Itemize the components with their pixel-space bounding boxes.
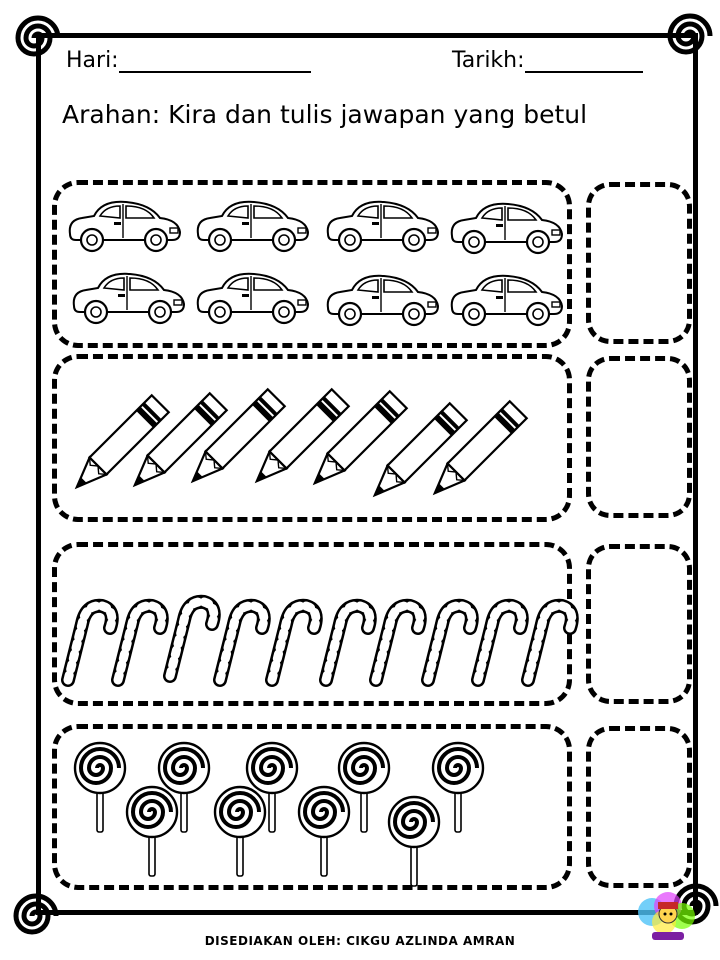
car-icon — [198, 202, 308, 251]
instruction-text: Arahan: Kira dan tulis jawapan yang betul — [62, 100, 588, 129]
day-label: Hari: — [66, 48, 119, 73]
candy-cane-icon — [68, 606, 112, 680]
candy-cane-icon — [326, 606, 370, 680]
car-icon — [198, 274, 308, 323]
candy-cane-icon — [528, 606, 572, 680]
pencil-icon — [68, 395, 168, 495]
lollipop-icon — [299, 787, 349, 876]
car-icon — [328, 202, 438, 251]
candy-cane-icon — [220, 606, 264, 680]
candy-cane-icon — [376, 606, 420, 680]
lollipop-icon — [75, 743, 125, 832]
lollipop-icon — [433, 743, 483, 832]
candy-cane-icon — [170, 602, 214, 676]
lollipop-icon — [389, 797, 439, 886]
candy-cane-icon — [272, 606, 316, 680]
date-label: Tarikh: — [452, 48, 525, 73]
lollipop-icon — [127, 787, 177, 876]
car-icon — [328, 276, 438, 325]
car-icon — [74, 274, 184, 323]
car-icon — [452, 204, 562, 253]
car-icon — [452, 276, 562, 325]
lollipop-icon — [215, 787, 265, 876]
candy-cane-icon — [428, 606, 472, 680]
candy-cane-icon — [478, 606, 522, 680]
car-icon — [70, 202, 180, 251]
candy-cane-icon — [118, 606, 162, 680]
footer-credit: DISEDIAKAN OLEH: CIKGU AZLINDA AMRAN — [204, 934, 516, 948]
